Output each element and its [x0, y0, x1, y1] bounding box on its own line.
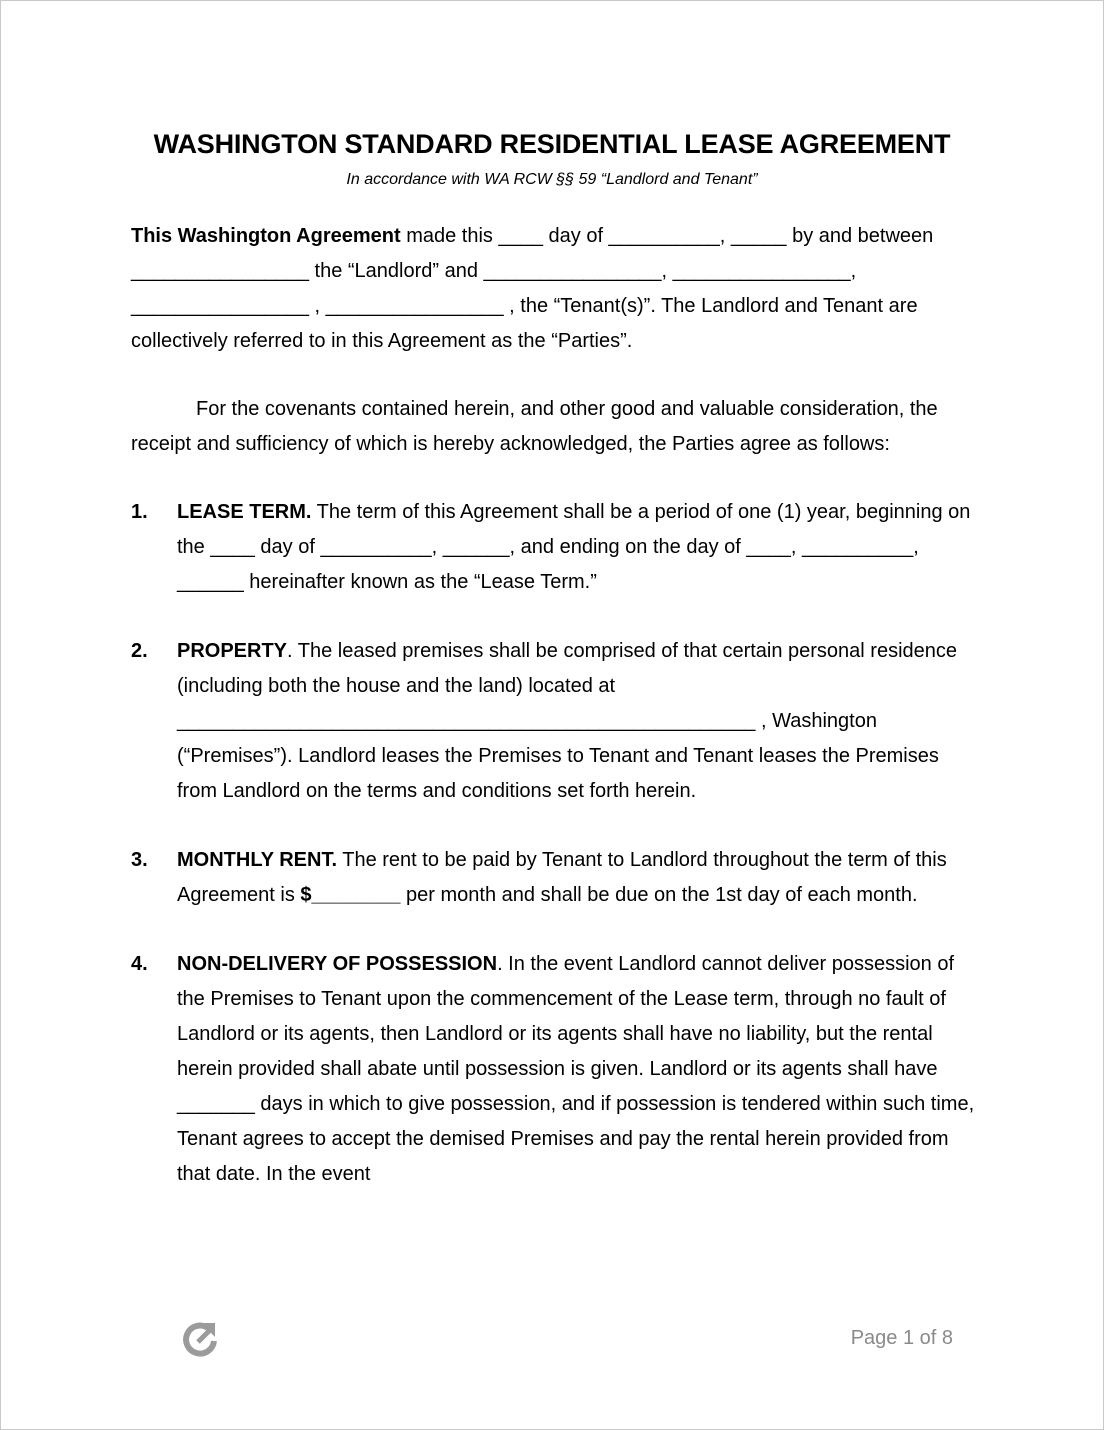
refresh-arrow-logo-icon	[181, 1319, 221, 1359]
section-non-delivery	[131, 947, 981, 1192]
section-number: 4.	[131, 953, 148, 975]
intro-bold: This Washington Agreement	[131, 225, 401, 247]
section-heading: LEASE TERM.	[177, 501, 312, 523]
section-text: The rent to be paid by Tenant to Landlord throughout the term of this Agreement is	[177, 849, 947, 906]
section-text: The term of this Agreement shall be a period of one (1) year, beginning on the ____ day of __________, ______, and ending on the day of ____, __________, ______ hereinafter known as the “Lease Term.”	[177, 501, 971, 593]
section-number: 2.	[131, 640, 148, 662]
document-body	[131, 219, 981, 1226]
section-heading: MONTHLY RENT.	[177, 849, 338, 871]
intro-paragraph	[131, 219, 981, 359]
section-lease-term	[131, 495, 981, 600]
rent-amount-blank: $________	[300, 884, 401, 906]
section-text: . The leased premises shall be comprised of that certain personal residence (including both the house and the land) located at ____________________________________________________ , Washington (“Premises”). Landlord leases the Premises to Tenant and Tenant leases the Premises from Landlord on the terms and conditions set forth herein.	[177, 640, 958, 802]
intro-text: made this ____ day of __________, _____ by and between ________________ the “Landlord” and ________________, ________________, ________________ , ________________ , the “Tenant(s)”. The Landlord and Tenant are collectively referred to in this Agreement as the “Parties”.	[131, 225, 934, 352]
document-title: WASHINGTON STANDARD RESIDENTIAL LEASE AGREEMENT	[153, 129, 951, 159]
section-monthly-rent	[131, 843, 981, 913]
section-text: . In the event Landlord cannot deliver possession of the Premises to Tenant upon the commencement of the Lease term, through no fault of Landlord or its agents, then Landlord or its agents shall have no liability, but the rental herein provided shall abate until possession is given. Landlord or its agents shall have _______ days in which to give possession, and if possession is tendered within such time, Tenant agrees to accept the demised Premises and pay the rental herein provided from that date. In the event	[177, 953, 975, 1185]
document-subtitle: In accordance with WA RCW §§ 59 “Landlord and Tenant”	[346, 171, 758, 188]
section-number: 1.	[131, 501, 148, 523]
covenants-paragraph: For the covenants contained herein, and other good and valuable consideration, the receipt and sufficiency of which is hereby acknowledged, the Parties agree as follows:	[131, 398, 938, 455]
section-heading: PROPERTY	[177, 640, 288, 662]
section-text: per month and shall be due on the 1st day of each month.	[400, 884, 918, 906]
section-heading: NON-DELIVERY OF POSSESSION	[177, 953, 498, 975]
section-property	[131, 634, 981, 809]
page-number: Page 1 of 8	[850, 1327, 953, 1349]
section-number: 3.	[131, 849, 148, 871]
